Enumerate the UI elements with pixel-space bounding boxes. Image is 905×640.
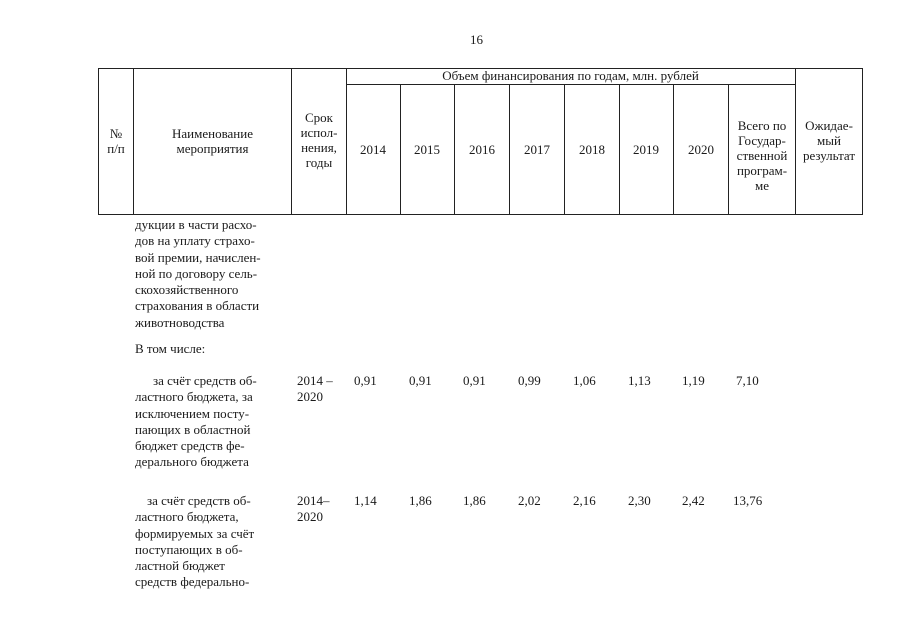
text-line: ластного бюджета, за (135, 389, 253, 405)
text-line: 2014– (297, 493, 330, 508)
value-cell: 2,02 (518, 493, 541, 508)
value-cell: 1,14 (354, 493, 377, 508)
header-num (99, 126, 133, 156)
header-total-line: Всего по (737, 118, 787, 133)
value-cell: 1,86 (463, 493, 486, 508)
text-line: 2020 (297, 509, 323, 525)
header-term-line: нения, (301, 140, 337, 155)
value-cell: 1,13 (628, 373, 651, 388)
text-line: дов на уплату страхо- (135, 233, 255, 249)
header-result-line: мый (817, 133, 841, 148)
text-line: ной по договору сель- (135, 265, 258, 281)
value-cell: 0,91 (463, 373, 486, 388)
text-line: ластного бюджета, (135, 509, 239, 525)
header-total-line: Государ- (738, 133, 786, 148)
text-line: пающих в областной (135, 421, 251, 437)
value-cell: 2,42 (682, 493, 705, 508)
text-line: поступающих в об- (135, 541, 243, 557)
continued-measure-text (135, 217, 290, 331)
text-line: дукции в части расхо- (135, 217, 257, 232)
header-funding-title: Объем финансирования по годам, млн. рублей (442, 68, 699, 83)
header-name-line: Наименование (172, 126, 253, 141)
value-cell: 1,06 (573, 373, 596, 388)
header-num-line: № (109, 126, 123, 141)
text-line: 2014 – (297, 373, 333, 388)
header-term-line: Срок (305, 110, 333, 125)
header-year: 2019 (633, 142, 659, 157)
header-year: 2018 (579, 142, 605, 157)
total-cell: 13,76 (733, 493, 763, 508)
text-line: 2020 (297, 389, 323, 405)
header-year: 2020 (688, 142, 714, 157)
value-cell: 1,86 (409, 493, 432, 508)
header-total-line: програм- (736, 163, 788, 178)
header-term-line: испол- (300, 125, 338, 140)
table-header-bottom-border (98, 214, 863, 215)
value-cell: 0,99 (518, 373, 541, 388)
text-line: формируемых за счёт (135, 525, 255, 541)
text-line: вой премии, начислен- (135, 249, 261, 265)
value-cell: 0,91 (409, 373, 432, 388)
header-total-line: ственной (736, 148, 788, 163)
page-number: 16 (470, 32, 483, 47)
col-border (862, 68, 863, 215)
header-year: 2015 (414, 142, 440, 157)
text-line: скохозяйственного (135, 282, 239, 298)
text-line: страхования в области (135, 298, 260, 314)
row-term (297, 373, 347, 406)
total-cell: 7,10 (736, 373, 759, 388)
header-year: 2017 (524, 142, 550, 157)
text-line: за счёт средств об- (153, 373, 257, 388)
header-result (796, 118, 862, 163)
row-name (135, 493, 290, 591)
header-result-line: результат (802, 148, 856, 163)
header-name-line: мероприятия (176, 141, 249, 156)
value-cell: 2,16 (573, 493, 596, 508)
header-result-line: Ожидае- (805, 118, 853, 133)
row-term (297, 493, 347, 526)
value-cell: 2,30 (628, 493, 651, 508)
text-line: дерального бюджета (135, 454, 249, 470)
including-label: В том числе: (135, 341, 206, 356)
header-total-line: ме (755, 178, 769, 193)
header-num-line: п/п (107, 141, 125, 156)
text-line: животноводства (135, 314, 225, 330)
text-line: исключением посту- (135, 405, 250, 421)
value-cell: 1,19 (682, 373, 705, 388)
text-line: бюджет средств фе- (135, 438, 245, 454)
header-term (292, 110, 346, 170)
text-line: за счёт средств об- (147, 493, 251, 508)
value-cell: 0,91 (354, 373, 377, 388)
header-term-line: годы (305, 155, 333, 170)
header-name (134, 126, 291, 156)
text-line: ластной бюджет (135, 558, 225, 574)
header-total (729, 118, 795, 193)
header-year: 2016 (469, 142, 495, 157)
row-name (135, 373, 290, 471)
header-year: 2014 (360, 142, 386, 157)
text-line: средств федерально- (135, 574, 250, 590)
